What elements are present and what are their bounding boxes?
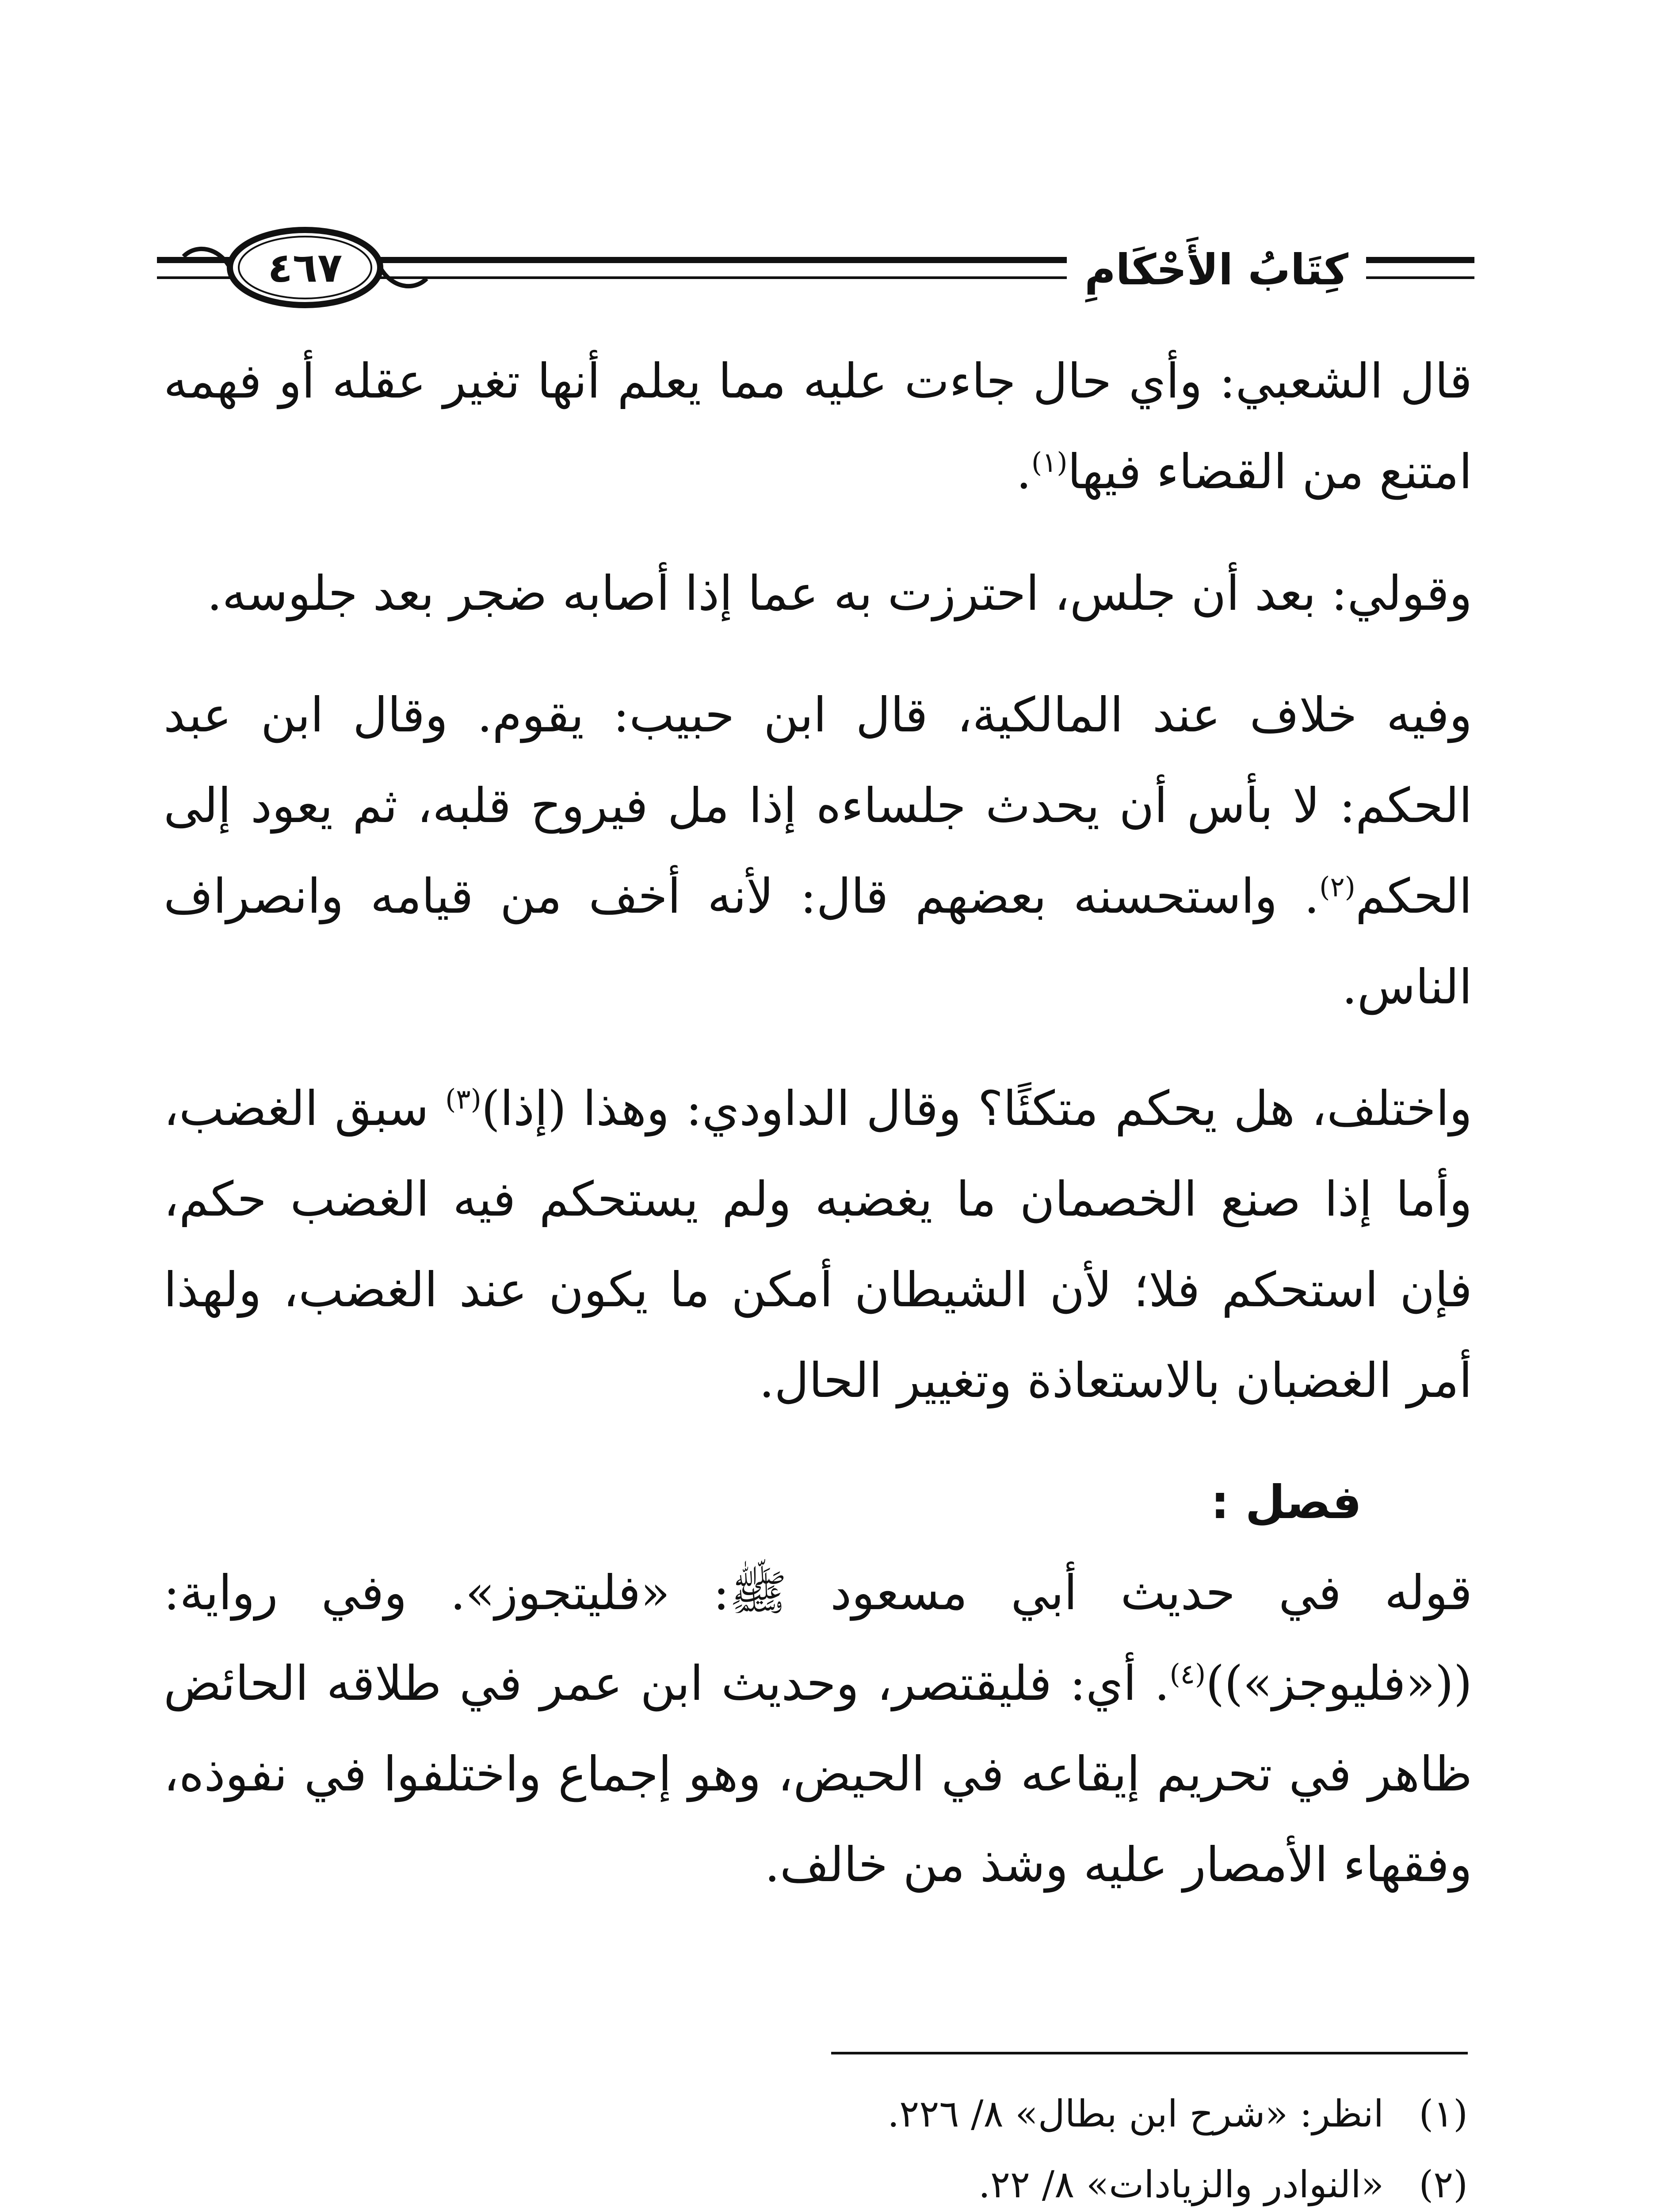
section-heading: فصل : [1210, 1475, 1362, 1529]
body-text [164, 336, 1472, 1910]
paragraph-5-text-a: قوله في حديث أبي مسعود ﷺ: «فليتجوز». وفي رواية: ((«فليوجز»)) [164, 1565, 1472, 1711]
paragraph-5-text-b: . أي: فليقتصر، وحديث ابن عمر في طلاقه الحائض ظاهر في تحريم إيقاعه في الحيض، وهو إجماع واختلفوا في نفوذه، وفقهاء الأمصار عليه وشذ من خالف. [164, 1656, 1472, 1893]
footnote-number: (٢) [1419, 2163, 1468, 2206]
page-number: ٤٦٧ [267, 244, 343, 291]
footnote-number: (١) [1419, 2092, 1468, 2135]
footnote-separator [831, 2052, 1468, 2054]
paragraph-3-text-b: . واستحسنه بعضهم قال: لأنه أخف من قيامه وانصراف الناس. [164, 869, 1472, 1015]
paragraph-2-text: وقولي: بعد أن جلس، احترزت به عما إذا أصابه ضجر بعد جلوسه. [207, 566, 1472, 621]
page-header [157, 203, 1474, 332]
paragraph-4-text-b: سبق الغضب، وأما إذا صنع الخصمان ما يغضبه ولم يستحكم فيه الغضب حكم، فإن استحكم فلا؛ لأن الشيطان أمكن ما يكون عند الغضب، ولهذا أمر الغضبان بالاستعاذة وتغيير الحال. [164, 1081, 1472, 1408]
paragraph-2 [164, 548, 1472, 639]
paragraph-1-text: قال الشعبي: وأي حال جاءت عليه مما يعلم أنها تغير عقله أو فهمه امتنع من القضاء فيها [164, 354, 1472, 500]
paragraph-3-text-a: وفيه خلاف عند المالكية، قال ابن حبيب: يقوم. وقال ابن عبد الحكم: لا بأس أن يحدث جلساءه إذا مل فيروح قلبه، ثم يعود إلى الحكم [164, 688, 1472, 924]
paragraph-5 [164, 1548, 1472, 1910]
paragraph-4 [164, 1063, 1472, 1426]
footnote-ref-3[interactable]: (٣) [445, 1083, 481, 1115]
footnote-ref-4[interactable]: (٤) [1169, 1658, 1206, 1690]
footnotes [575, 2078, 1468, 2211]
footnote-ref-2[interactable]: (٢) [1319, 871, 1355, 903]
paragraph-1-end: . [1016, 444, 1031, 500]
footnote-text: «النوادر والزيادات» ٨/ ٢٢. [978, 2163, 1384, 2206]
footnote-ref-1[interactable]: (١) [1031, 446, 1068, 478]
running-title: كِتَابُ الأَحْكَامِ [1067, 243, 1366, 296]
footnote-2 [575, 2149, 1468, 2211]
paragraph-4-text-a: واختلف، هل يحكم متكئًا؟ وقال الداودي: وهذا (إذا) [481, 1081, 1473, 1136]
footnote-text: انظر: «شرح ابن بطال» ٨/ ٢٢٦. [887, 2092, 1384, 2135]
paragraph-3 [164, 670, 1472, 1033]
footnote-1 [575, 2078, 1468, 2149]
paragraph-1 [164, 336, 1472, 517]
